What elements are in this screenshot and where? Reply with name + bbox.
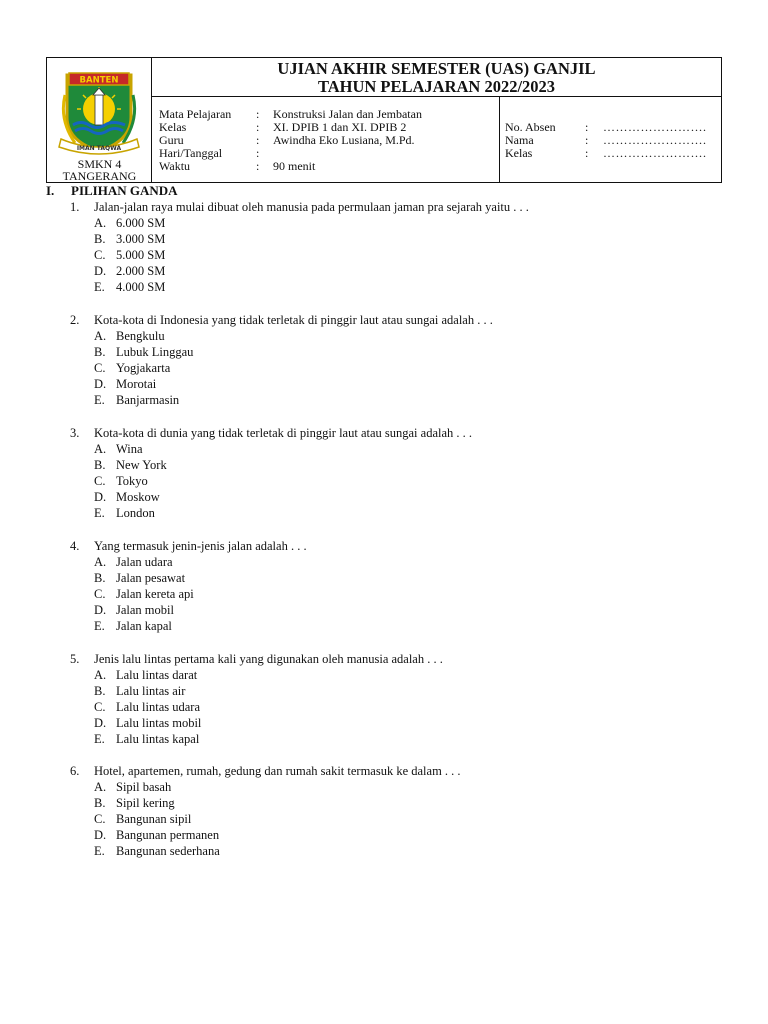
section-heading: I. PILIHAN GANDA <box>46 183 178 198</box>
info-row-teacher: Guru : Awindha Eko Lusiana, M.Pd. <box>159 133 415 147</box>
school-name-line1: SMKN 4 <box>77 157 122 171</box>
info-row-duration: Waktu : 90 menit <box>159 159 316 173</box>
question-2: 2. Kota-kota di Indonesia yang tidak terletak di pinggir laut atau sungai adalah . . . A. Bengkulu B. Lubuk Linggau C. Yogjakarta D. Morotai E. Banjarmasin <box>70 313 493 407</box>
info-divider <box>499 97 500 183</box>
option-e: E. Jalan kapal <box>94 619 172 633</box>
option-a: A. 6.000 SM <box>94 216 166 230</box>
subject-info <box>159 108 422 173</box>
option-c: C. 5.000 SM <box>94 248 166 262</box>
option-c: C. Lalu lintas udara <box>94 700 200 714</box>
question-4: 4. Yang termasuk jenin-jenis jalan adalah . . . A. Jalan udara B. Jalan pesawat C. Jalan kereta api D. Jalan mobil E. Jalan kapal <box>70 539 307 633</box>
logo-text-bottom: IMAN TAQWA <box>76 145 122 152</box>
option-d: D. Lalu lintas mobil <box>94 716 202 730</box>
info-row-student-class: Kelas : ……………………. <box>505 146 707 160</box>
exam-header-table <box>46 57 722 183</box>
option-b: B. Lubuk Linggau <box>94 345 194 359</box>
question-3: 3. Kota-kota di dunia yang tidak terletak di pinggir laut atau sungai adalah . . . A. Wina B. New York C. Tokyo D. Moskow E. London <box>70 426 473 520</box>
option-a: A. Sipil basah <box>94 780 172 794</box>
name-field: ……………………. <box>603 133 707 147</box>
student-class-field: ……………………. <box>603 146 707 160</box>
section-title: PILIHAN GANDA <box>71 183 178 198</box>
info-row-date: Hari/Tanggal : <box>159 146 260 160</box>
question-6: 6. Hotel, apartemen, rumah, gedung dan rumah sakit termasuk ke dalam . . . A. Sipil basah B. Sipil kering C. Bangunan sipil D. Bangunan permanen E. Bangunan sederhana <box>70 764 461 858</box>
option-b: B. 3.000 SM <box>94 232 166 246</box>
option-d: D. Moskow <box>94 490 160 504</box>
banten-emblem-icon <box>53 65 145 157</box>
option-e: E. Bangunan sederhana <box>94 844 220 858</box>
option-a: A. Lalu lintas darat <box>94 668 198 682</box>
teacher-value: Awindha Eko Lusiana, M.Pd. <box>273 133 415 147</box>
option-c: C. Yogjakarta <box>94 361 171 375</box>
option-b: B. Jalan pesawat <box>94 571 186 585</box>
duration-value: 90 menit <box>273 159 316 173</box>
option-d: D. Jalan mobil <box>94 603 174 617</box>
absence-number-field: ……………………. <box>603 120 707 134</box>
option-b: B. New York <box>94 458 167 472</box>
option-d: D. Bangunan permanen <box>94 828 220 842</box>
info-row-name: Nama : ……………………. <box>505 133 707 147</box>
option-b: B. Sipil kering <box>94 796 175 810</box>
question-text: Jalan-jalan raya mulai dibuat oleh manusia pada permulaan jaman pra sejarah yaitu . . . <box>94 200 529 214</box>
question-1: 1. Jalan-jalan raya mulai dibuat oleh manusia pada permulaan jaman pra sejarah yaitu . . . A. 6.000 SM B. 3.000 SM C. 5.000 SM D. 2.000 SM E. 4.000 SM <box>70 200 529 294</box>
info-row-subject: Mata Pelajaran : Konstruksi Jalan dan Jembatan <box>159 107 422 121</box>
question-text: Yang termasuk jenin-jenis jalan adalah . . . <box>94 539 307 553</box>
school-name-line2: TANGERANG <box>62 169 137 183</box>
option-e: E. London <box>94 506 155 520</box>
school-name <box>47 158 152 182</box>
option-c: C. Bangunan sipil <box>94 812 192 826</box>
option-c: C. Jalan kereta api <box>94 587 194 601</box>
option-e: E. Lalu lintas kapal <box>94 732 200 746</box>
option-a: A. Wina <box>94 442 143 456</box>
exam-title-line2: TAHUN PELAJARAN 2022/2023 <box>317 77 556 96</box>
option-b: B. Lalu lintas air <box>94 684 186 698</box>
logo-cell <box>47 58 152 182</box>
question-text: Kota-kota di dunia yang tidak terletak di pinggir laut atau sungai adalah . . . <box>94 426 473 440</box>
option-e: E. 4.000 SM <box>94 280 166 294</box>
info-row-class: Kelas : XI. DPIB 1 dan XI. DPIB 2 <box>159 120 407 134</box>
question-text: Hotel, apartemen, rumah, gedung dan rumah sakit termasuk ke dalam . . . <box>94 764 461 778</box>
exam-title-line1: UJIAN AKHIR SEMESTER (UAS) GANJIL <box>277 59 596 78</box>
option-d: D. 2.000 SM <box>94 264 166 278</box>
class-value: XI. DPIB 1 dan XI. DPIB 2 <box>273 120 407 134</box>
exam-title <box>152 58 721 97</box>
logo-text-top: BANTEN <box>79 75 119 86</box>
option-a: A. Bengkulu <box>94 329 165 343</box>
question-text: Kota-kota di Indonesia yang tidak terletak di pinggir laut atau sungai adalah . . . <box>94 313 493 327</box>
option-e: E. Banjarmasin <box>94 393 180 407</box>
question-text: Jenis lalu lintas pertama kali yang digunakan oleh manusia adalah . . . <box>94 652 443 666</box>
student-info <box>505 121 707 160</box>
option-c: C. Tokyo <box>94 474 148 488</box>
option-a: A. Jalan udara <box>94 555 173 569</box>
info-row-absence-number: No. Absen : ……………………. <box>505 120 707 134</box>
subject-value: Konstruksi Jalan dan Jembatan <box>273 107 422 121</box>
question-5: 5. Jenis lalu lintas pertama kali yang digunakan oleh manusia adalah . . . A. Lalu lintas darat B. Lalu lintas air C. Lalu lintas udara D. Lalu lintas mobil E. Lalu lintas kapal <box>70 652 443 746</box>
option-d: D. Morotai <box>94 377 157 391</box>
